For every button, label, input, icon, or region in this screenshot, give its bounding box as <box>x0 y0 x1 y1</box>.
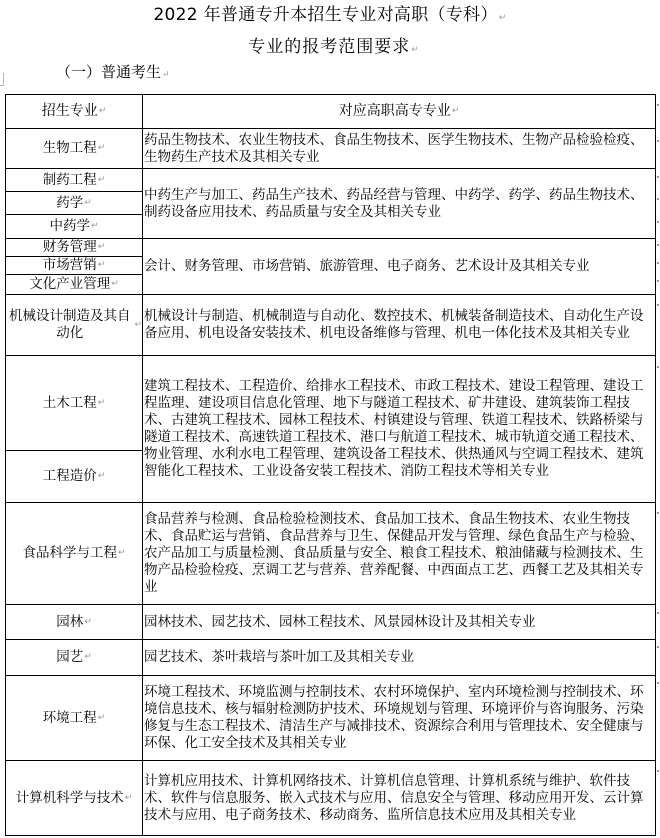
row-end-mark-icon <box>657 262 659 264</box>
title-line1-text: 2022 年普通专升本招生专业对高职（专科） <box>153 5 498 25</box>
corresponding-text: 药品生物技术、农业生物技术、食品生物技术、医学生物技术、生物产品检验检疫、生物药生产技术及其相关专业 <box>144 131 644 165</box>
paragraph-mark-icon: ↵ <box>97 397 106 408</box>
row-end-mark-icon <box>657 646 659 648</box>
major-cell <box>5 191 143 215</box>
corresponding-cell <box>142 639 656 676</box>
paragraph-mark-icon: ↵ <box>97 260 106 270</box>
document-title-line1 <box>0 4 660 29</box>
major-name: 文化产业管理 <box>29 276 111 292</box>
paragraph-mark-icon: ↵ <box>84 652 92 662</box>
row-end-mark-icon <box>657 221 659 223</box>
major-name: 食品科学与工程 <box>22 545 117 561</box>
major-name: 制药工程 <box>42 171 97 188</box>
row-end-mark-icon <box>657 140 659 142</box>
corresponding-text: 园林技术、园艺技术、园林工程技术、风景园林设计及其相关专业 <box>144 613 536 630</box>
major-name: 园艺 <box>56 649 84 665</box>
corresponding-text: 建筑工程技术、工程造价、给排水工程技术、市政工程技术、建设工程管理、建设工程监理、建设项目信息化管理、地下与隧道工程技术、矿井建设、建筑装饰工程技术、古建筑工程技术、园林工程技术、村镇建设与管理、铁道工程技术、铁路桥梁与隧道工程技术、高速铁道工程技术、港口与航道工程技术、城市轨道交通工程技术、物业管理、水利水电工程管理、建筑设备工程技术、供热通风与空调工程技术、建筑智能化工程技术、工业设备安装工程技术、消防工程技术等相关专业 <box>144 378 644 479</box>
row-end-mark-icon <box>657 198 659 200</box>
major-cell <box>5 639 143 676</box>
major-cell <box>5 256 143 275</box>
title-line2-text: 专业的报考范围要求 <box>248 37 411 57</box>
major-name: 财务管理 <box>42 239 97 255</box>
paragraph-mark-icon: ↵ <box>451 106 460 116</box>
major-name: 土木工程 <box>42 394 97 411</box>
major-cell <box>5 238 143 257</box>
corresponding-cell <box>142 238 656 295</box>
major-name: 市场营销 <box>42 257 97 273</box>
corresponding-cell <box>142 675 656 761</box>
corresponding-text: 机械设计与制造、机械制造与自动化、数控技术、机械装备制造技术、自动化生产设备应用、机电设备安装技术、机电设备维修与管理、机电一体化技术及其相关专业 <box>144 308 644 341</box>
corresponding-cell <box>142 604 656 640</box>
margin-corner-mark <box>0 73 4 86</box>
major-cell <box>5 294 143 356</box>
major-cell <box>5 214 143 239</box>
corresponding-text: 计算机应用技术、计算机网络技术、计算机信息管理、计算机系统与维护、软件技术、软件与信息服务、嵌入式技术与应用、信息安全与管理、移动应用开发、云计算技术与应用、电子商务技术、移动商务、监所信息技术应用及其相关专业 <box>144 772 644 823</box>
corresponding-text: 环境工程技术、环境监测与控制技术、农村环境保护、室内环境检测与控制技术、环境信息技术、核与辐射检测防护技术、环境规划与管理、环境评价与咨询服务、污染修复与生态工程技术、清洁生产与减排技术、资源综合利用与管理技术、安全健康与环保、化工安全技术及其相关专业 <box>144 684 644 751</box>
row-end-mark-icon <box>657 770 659 772</box>
corresponding-text: 会计、财务管理、市场营销、旅游管理、电子商务、艺术设计及其相关专业 <box>144 258 590 274</box>
major-name: 计算机科学与技术 <box>15 789 124 806</box>
corresponding-text: 食品营养与检测、食品检验检测技术、食品加工技术、食品生物技术、农业生物技术、食品贮运与营销、食品营养与卫生、保健品开发与管理、绿色食品生产与检验、农产品加工与质量检测、食品质量与安全、粮食工程技术、粮油储藏与检测技术、生物产品检验检疫、烹调工艺与营养、营养配餐、中西面点工艺、西餐工艺及其相关专业 <box>144 511 644 595</box>
row-end-mark-icon <box>657 176 659 178</box>
major-cell <box>5 168 143 192</box>
corresponding-cell <box>142 128 656 169</box>
header-corresponding-text: 对应高职高专专业 <box>338 103 451 119</box>
paragraph-mark-icon: ↵ <box>498 13 507 23</box>
row-end-mark-icon <box>657 244 659 246</box>
major-name: 工程造价 <box>42 468 97 484</box>
paragraph-mark-icon: ↵ <box>97 712 106 723</box>
document-title-line2 <box>0 36 660 61</box>
paragraph-mark-icon: ↵ <box>124 792 133 803</box>
major-cell <box>5 128 143 169</box>
section-heading-text: （一）普通考生 <box>56 63 162 81</box>
paragraph-mark-icon: ↵ <box>111 279 119 289</box>
major-name: 环境工程 <box>42 709 97 726</box>
row-end-mark-icon <box>657 612 659 614</box>
major-cell <box>5 760 143 836</box>
paragraph-mark-icon: ↵ <box>90 221 99 231</box>
major-cell <box>5 604 143 640</box>
section-heading <box>56 62 170 85</box>
corresponding-cell <box>142 760 656 836</box>
row-end-mark-icon <box>657 682 659 684</box>
row-end-mark-icon <box>657 512 659 514</box>
major-cell <box>5 675 143 761</box>
major-name: 机械设计制造及其自动化 <box>8 308 131 341</box>
majors-table <box>5 94 656 836</box>
major-cell <box>5 450 143 503</box>
corresponding-cell <box>142 502 656 605</box>
corresponding-cell <box>142 294 656 356</box>
major-name: 生物工程 <box>42 140 97 156</box>
header-corresponding <box>142 94 656 129</box>
paragraph-mark-icon: ↵ <box>117 548 126 558</box>
paragraph-mark-icon: ↵ <box>98 106 107 116</box>
paragraph-mark-icon: ↵ <box>97 242 106 252</box>
corresponding-text: 中药生产与加工、药品生产技术、药品经营与管理、中药学、药学、药品生物技术、制药设备应用技术、药品质量与安全及其相关专业 <box>144 186 644 220</box>
corresponding-cell <box>142 355 656 503</box>
header-major <box>5 94 143 129</box>
paragraph-mark-icon: ↵ <box>162 70 170 80</box>
paragraph-mark-icon: ↵ <box>97 174 106 185</box>
major-cell <box>5 502 143 605</box>
row-end-mark-icon <box>657 304 659 306</box>
row-end-mark-icon <box>657 366 659 368</box>
row-end-mark-icon <box>657 280 659 282</box>
major-name: 园林 <box>56 613 84 630</box>
header-major-text: 招生专业 <box>41 103 98 119</box>
paragraph-mark-icon: ↵ <box>97 471 106 481</box>
major-name: 药学 <box>56 194 84 211</box>
major-cell <box>5 355 143 451</box>
major-name: 中药学 <box>49 218 90 234</box>
corresponding-cell <box>142 168 656 239</box>
paragraph-mark-icon: ↵ <box>134 319 142 330</box>
paragraph-mark-icon: ↵ <box>411 45 420 55</box>
paragraph-mark-icon: ↵ <box>84 616 92 627</box>
major-cell <box>5 274 143 295</box>
row-end-mark-icon <box>657 104 659 106</box>
paragraph-mark-icon: ↵ <box>97 143 106 153</box>
paragraph-mark-icon: ↵ <box>84 197 92 208</box>
corresponding-text: 园艺技术、茶叶栽培与茶叶加工及其相关专业 <box>144 649 414 665</box>
